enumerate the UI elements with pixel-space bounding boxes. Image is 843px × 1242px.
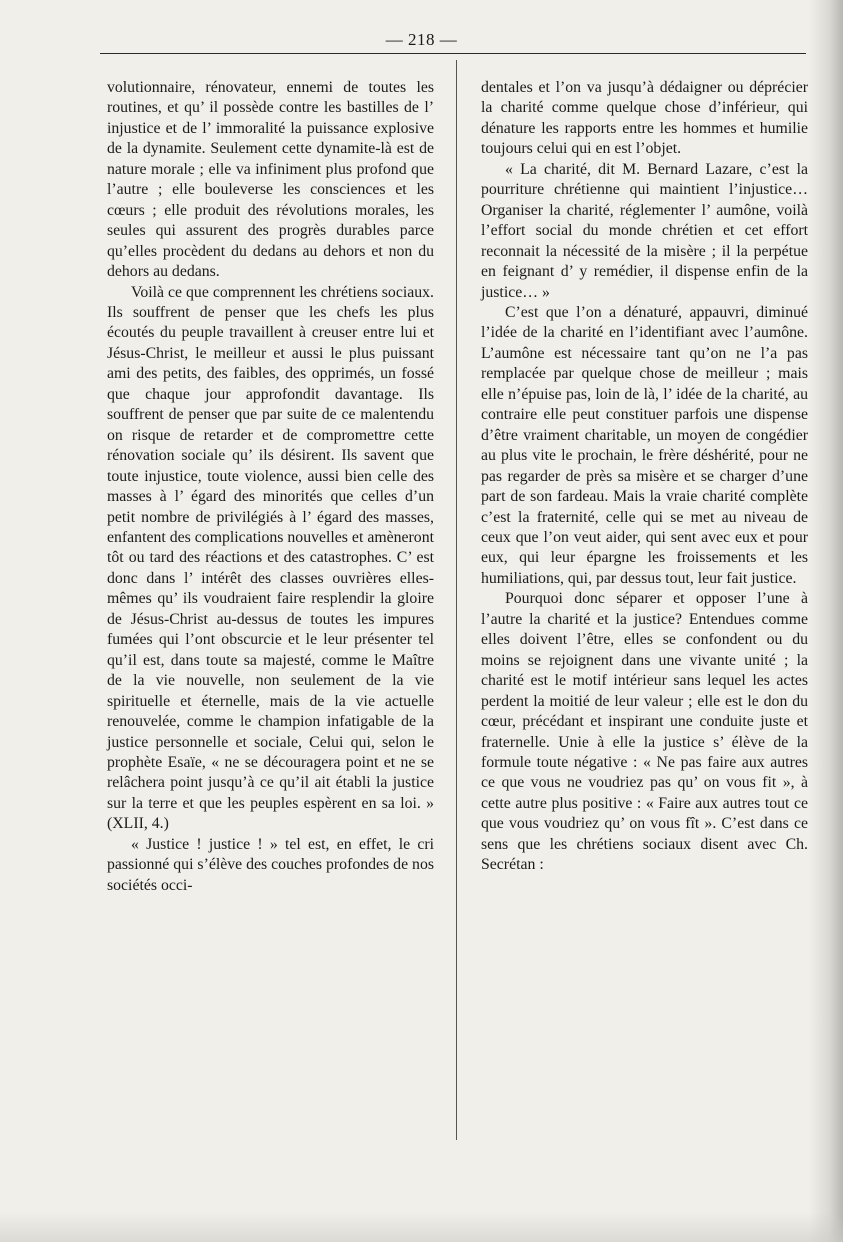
paragraph: « Justice ! justice ! » tel est, en effet, le cri passionné qui s’élève des couches profondes de nos sociétés occi- bbox=[107, 835, 434, 894]
paragraph: dentales et l’on va jusqu’à dédaigner ou déprécier la charité comme quelque chose d’inférieur, qui dénature les rapports entre les hommes et humilie toujours celui qui en est l’objet. bbox=[481, 79, 808, 158]
paragraph: volutionnaire, rénovateur, ennemi de toutes les routines, et qu’ il possède contre les bastilles de l’ injustice et de l’ immoralité la puissance explosive de la dynamite. Seulement cette dynamite-là est de nature morale ; elle va infiniment plus profond que l’autre ; elle bouleverse les consciences et les cœurs ; elle produit des révolutions morales, les seules qui assurent des progrès durables parce qu’elles procèdent du dedans au dehors et non du dehors au dedans. bbox=[107, 79, 434, 281]
header-rule bbox=[100, 53, 806, 54]
right-column bbox=[481, 78, 808, 876]
page-bottom-shadow bbox=[0, 1212, 843, 1242]
paragraph: Voilà ce que comprennent les chrétiens sociaux. Ils souffrent de penser que les chefs les plus écoutés du peuple travaillent à creuser entre lui et Jésus-Christ, le meilleur et aussi le plus puissant ami des petits, des faibles, des opprimés, un fossé que chaque jour approfondit davantage. Ils souffrent de penser que par suite de ce malentendu on risque de retarder et de compromettre cette rénovation sociale qu’ ils désirent. Ils savent que toute injustice, toute violence, aussi bien celle des masses à l’ égard des minorités que celles d’un petit nombre de privilégiés à l’ égard des masses, enfantent des complications nouvelles et amèneront tôt ou tard des réactions et des catastrophes. C’ est donc dans l’ intérêt des classes ouvrières elles-mêmes qu’ ils voudraient faire resplendir la gloire de Jésus-Christ au-dessus de toutes les impures fumées qui l’ont obscurcie et le leur présenter tel qu’il est, dans toute sa majesté, comme le Maître de la vie nouvelle, non seulement de la vie spirituelle et éternelle, mais de la vie actuelle renouvelée, comme le champion infatigable de la justice personnelle et sociale, Celui qui, selon le prophète Esaïe, « ne se découragera point et ne se relâchera point jusqu’à ce qu’il ait établi la justice sur la terre et que les peuples espèrent en sa loi. » (XLII, 4.) bbox=[107, 283, 434, 833]
page-edge-shadow bbox=[809, 0, 843, 1242]
paragraph: Pourquoi donc séparer et opposer l’une à l’autre la charité et la justice? Entendues comme elles doivent l’être, elles se confondent ou du moins se rejoignent dans une vivante unité ; la charité est le motif intérieur sans lequel les actes perdent la moitié de leur valeur ; elle est le don du cœur, précédant et inspirant une conduite juste et fraternelle. Unie à elle la justice s’ élève de la formule toute négative : « Ne pas faire aux autres ce que vous ne voudriez pas qu’ on vous fit », à cette autre plus positive : « Faire aux autres tout ce que vous voudriez qu’ on vous fît ». C’est dans ce sens que les chrétiens sociaux disent avec Ch. Secrétan : bbox=[481, 590, 808, 874]
left-column bbox=[107, 78, 434, 896]
column-divider bbox=[456, 60, 457, 1140]
paragraph: C’est que l’on a dénaturé, appauvri, diminué l’idée de la charité en l’identifiant avec l’aumône. L’aumône est nécessaire tant qu’on ne l’a pas remplacée par quelque chose de meilleur ; mais elle n’épuise pas, loin de là, l’ idée de la charité, au contraire elle peut constituer parfois une dispense d’être vraiment charitable, un moyen de congédier au plus vite le prochain, le frère déshérité, pour ne pas regarder de près sa misère et se charger d’une part de son fardeau. Mais la vraie charité complète c’est la fraternité, celle qui se met au niveau de ceux que l’on veut aider, qui sent avec eux et pour eux, qui leur épargne les froissements et les humiliations, qui, par dessus tout, leur fait justice. bbox=[481, 303, 808, 587]
paragraph: « La charité, dit M. Bernard Lazare, c’est la pourriture chrétienne qui maintient l’injustice… Organiser la charité, réglementer l’ aumône, voilà l’effort social du monde chrétien et cet effort reconnait la nécessité de la misère ; il la perpétue en feignant d’ y remédier, il dispense enfin de la justice… » bbox=[481, 160, 808, 301]
page-number: — 218 — bbox=[385, 30, 458, 49]
